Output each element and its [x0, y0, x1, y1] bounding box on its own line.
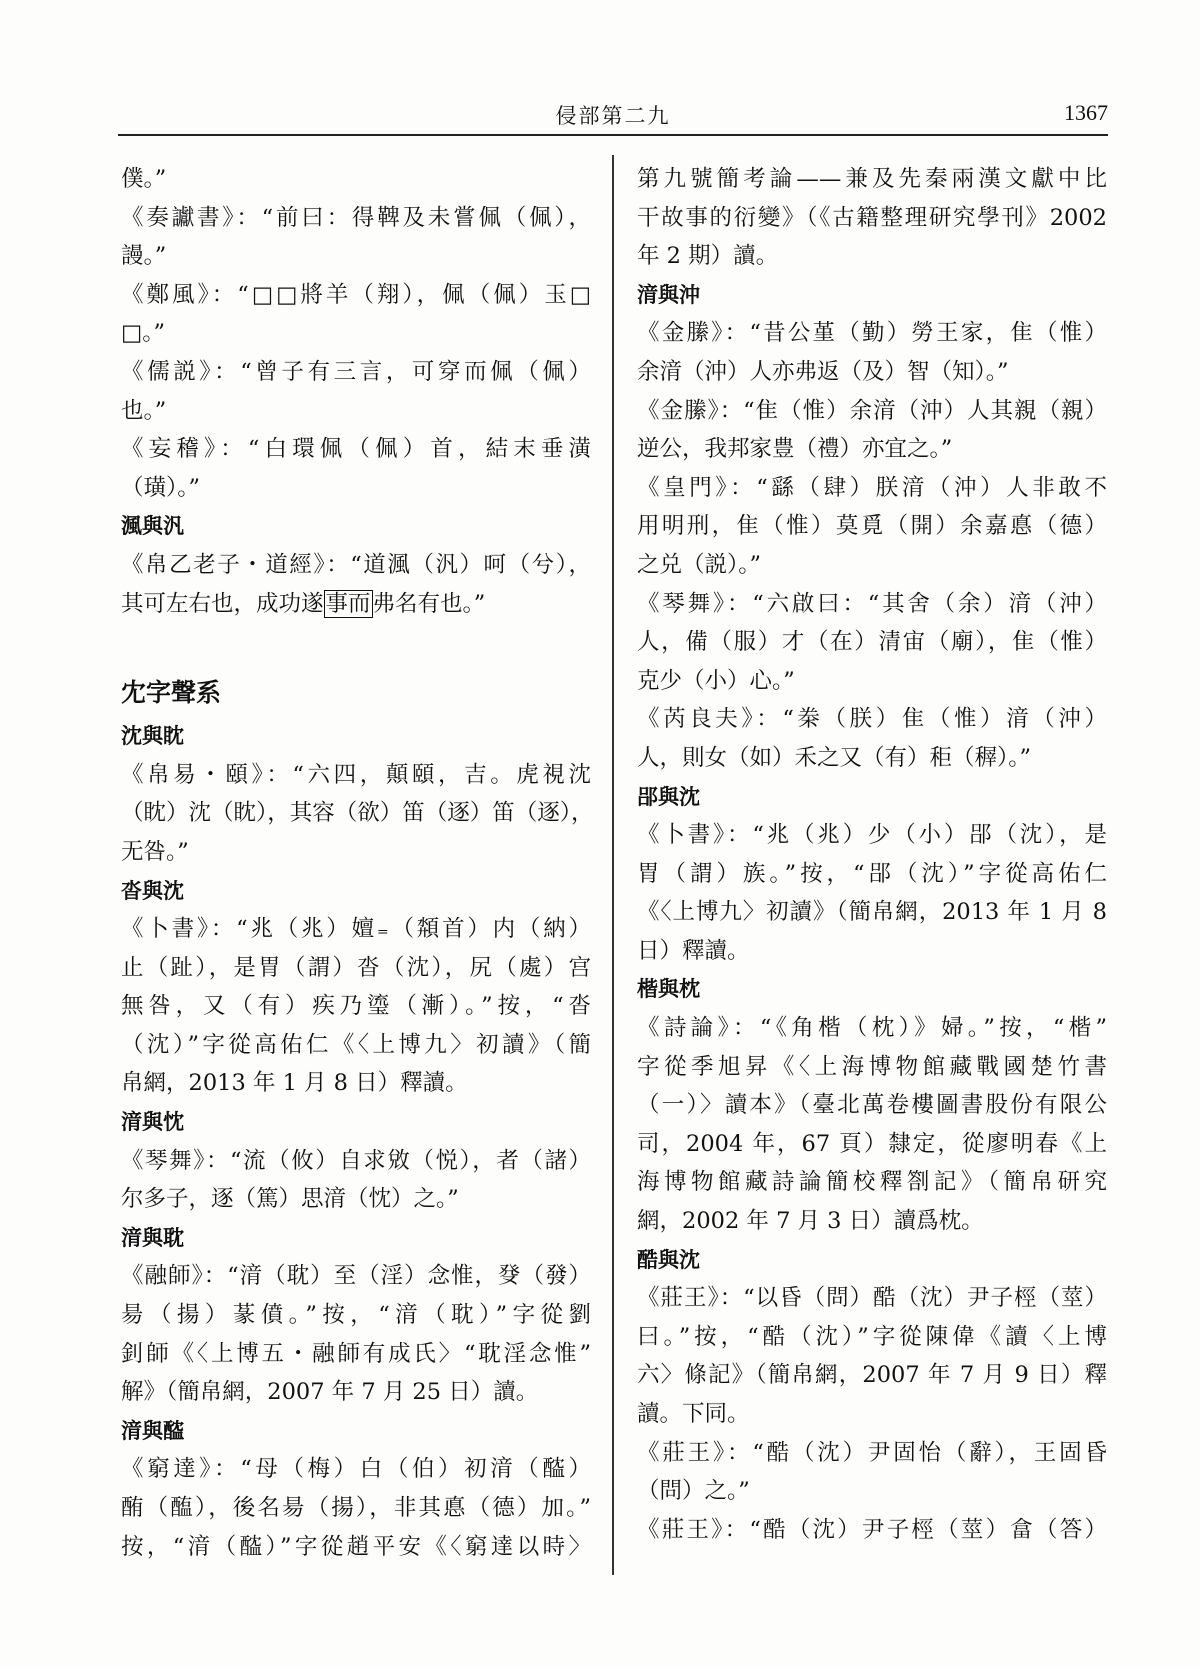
text-segment: 弗名有也。”: [372, 590, 486, 617]
text-line: （問）之。”: [637, 1478, 750, 1505]
entry-heading: 沈與眈: [121, 724, 184, 749]
running-title: 侵部第二九: [555, 104, 671, 128]
text-line: 日）釋讀。: [637, 937, 750, 964]
text-line: 人，則女（如）禾之又（有）秬（稺）。”: [637, 744, 1032, 771]
boxed-characters: 事而: [325, 590, 371, 617]
text-line: （一）〉讀本》（臺北萬卷樓圖書股份有限公: [637, 1092, 1107, 1119]
text-line: 解》（簡帛網，2007 年 7 月 25 日）讀。: [121, 1379, 539, 1406]
text-line: 《帛乙老子・道經》：“道渢（汎）呵（兮），: [121, 551, 591, 578]
entry-heading: 湇與沖: [637, 282, 700, 307]
text-line: 昜（揚）蒃僨。”按，“湇（耽）”字從劉: [121, 1302, 591, 1329]
text-line: 《妄稽》：“白環佩（佩）首，結末垂潢: [121, 436, 591, 463]
text-line: 《皇門》：“繇（肆）朕湇（沖）人非敢不: [637, 474, 1107, 501]
text-line: 《莊王》：“酷（沈）尹子桱（莖）畣（答）: [637, 1516, 1107, 1543]
text-line: 《卜書》：“兆（兆）少（小）郘（沈），是: [637, 822, 1107, 849]
text-line: （沈）”字從高佑仁《〈上博九〉初讀》（簡: [121, 1031, 591, 1058]
text-line: 《帛易・頤》：“六四，顛頤，吉。虎視沈: [121, 761, 591, 788]
text-line: 海博物館藏詩論簡校釋劄記》（簡帛研究: [637, 1169, 1107, 1196]
text-line: 讀。下同。: [637, 1401, 750, 1427]
text-line: 《琴舞》：“六啟曰：“其舍（余）湇（沖）: [637, 590, 1107, 617]
text-line: 按，“湇（醓）”字從趙平安《〈窮達以時〉: [121, 1533, 591, 1560]
text-line: （眈）沈（眈），其容（欲）笛（逐）笛（逐），: [121, 800, 594, 827]
text-line: 年 2 期）讀。: [637, 243, 779, 270]
text-line: 干故事的衍變》（《古籍整理研究學刊》2002: [637, 204, 1107, 231]
text-line: 人，備（服）才（在）清宙（廟），隹（惟）: [637, 629, 1107, 656]
right-column: [637, 160, 1107, 1549]
page-number: 1367: [1064, 100, 1108, 125]
text-line: 之兑（説）。”: [637, 551, 762, 578]
text-segment: 其可左右也，成功遂: [121, 590, 324, 617]
text-line: 《儒説》：“曾子有三言，可穿而佩（佩）: [121, 358, 591, 385]
text-line: 字從季旭昇《〈上海博物館藏戰國楚竹書: [637, 1053, 1107, 1080]
entry-heading: 湇與醓: [121, 1418, 184, 1443]
text-line: 曰。”按，“酷（沈）”字從陳偉《讀〈上博: [637, 1323, 1107, 1350]
text-line: □。”: [121, 320, 166, 347]
text-line: 第九號簡考論——兼及先秦兩漢文獻中比: [637, 166, 1107, 192]
text-line: 謾。”: [121, 243, 167, 270]
entry-heading: 湇與耽: [121, 1225, 184, 1250]
text-line: 僕。”: [121, 166, 167, 192]
text-line: （璜）。”: [121, 474, 201, 501]
column-divider: [612, 155, 614, 1575]
text-line: 《融師》：“湇（耽）至（淫）念惟，癹（發）: [121, 1263, 591, 1290]
text-line: 尔多子，逐（篤）思湇（忱）之。”: [121, 1186, 459, 1213]
text-line: 《莊王》：“以昏（問）酷（沈）尹子桱（莖）: [637, 1285, 1107, 1312]
text-line: 六〉條記》（簡帛網，2007 年 7 月 9 日）釋: [637, 1362, 1107, 1389]
entry-heading: 渢與汎: [121, 514, 184, 539]
text-line: 《鄭風》：“□□將羊（翔），佩（佩）玉□: [121, 281, 591, 308]
text-line: 逆公，我邦家豊（禮）亦宜之。”: [637, 436, 953, 463]
text-line: 胃（謂）族。”按，“郘（沈）”字從高佑仁: [637, 860, 1107, 887]
text-line: 无咎。”: [121, 838, 189, 865]
entry-heading: 沓與沈: [121, 878, 184, 903]
text-line: 也。”: [121, 397, 167, 424]
text-line: 克少（小）心。”: [637, 667, 795, 694]
text-line: 《卜書》：“兆（兆）嬗₌（頮首）内（納）: [121, 916, 591, 943]
text-line: 網，2002 年 7 月 3 日）讀爲枕。: [637, 1208, 984, 1235]
text-line: 用明刑，隹（惟）莫覓（開）余嘉悳（德）: [637, 513, 1107, 540]
entry-heading: 酷與沈: [637, 1247, 700, 1272]
left-column: [121, 160, 594, 1566]
entry-heading: 楷與枕: [637, 977, 700, 1002]
text-line: 《〈上博九〉初讀》（簡帛網，2013 年 1 月 8: [637, 899, 1107, 926]
text-line: 司，2004 年，67 頁）隸定，從廖明春《上: [637, 1130, 1107, 1157]
text-line: 《莊王》：“酷（沈）尹固怡（辭），王固昏: [637, 1439, 1107, 1466]
text-line: 《金縢》：“昔公堇（勤）勞王家，隹（惟）: [637, 320, 1107, 347]
entry-heading: 湇與忱: [121, 1110, 184, 1135]
text-line: 止（趾），是胃（謂）沓（沈），尻（處）宫: [121, 954, 591, 981]
text-line: 釗師《〈上博五・融師有成氏〉“耽淫念惟”: [121, 1340, 591, 1367]
text-line: 《芮良夫》：“桊（朕）隹（惟）湇（沖）: [637, 706, 1107, 733]
text-line: 《窮達》：“母（梅）白（伯）初湇（醓）: [121, 1456, 591, 1483]
text-line: 《詩論》：“《角楷（枕）》婦。”按，“楷”: [637, 1015, 1107, 1042]
entry-heading: 郘與沈: [637, 784, 700, 809]
section-title: 冘字聲系: [121, 678, 222, 708]
text-line: 《琴舞》：“流（攸）自求敓（悦），者（諸）: [121, 1147, 591, 1174]
text-line: 酭（醢），後名昜（揚），非其悳（德）加。”: [121, 1495, 591, 1521]
text-line-with-box: [121, 585, 591, 624]
text-line: 《金縢》：“隹（惟）余湇（沖）人其親（親）: [637, 397, 1107, 424]
text-line: 無咎，又（有）疾乃瑬（漸）。”按，“沓: [121, 993, 591, 1020]
text-line: 《奏讞書》：“前曰：得鞞及未嘗佩（佩），: [121, 204, 591, 231]
text-line: 帛網，2013 年 1 月 8 日）釋讀。: [121, 1070, 468, 1097]
page-header: [118, 100, 1108, 136]
text-line: 余湇（沖）人亦弗返（及）智（知）。”: [637, 358, 1009, 385]
